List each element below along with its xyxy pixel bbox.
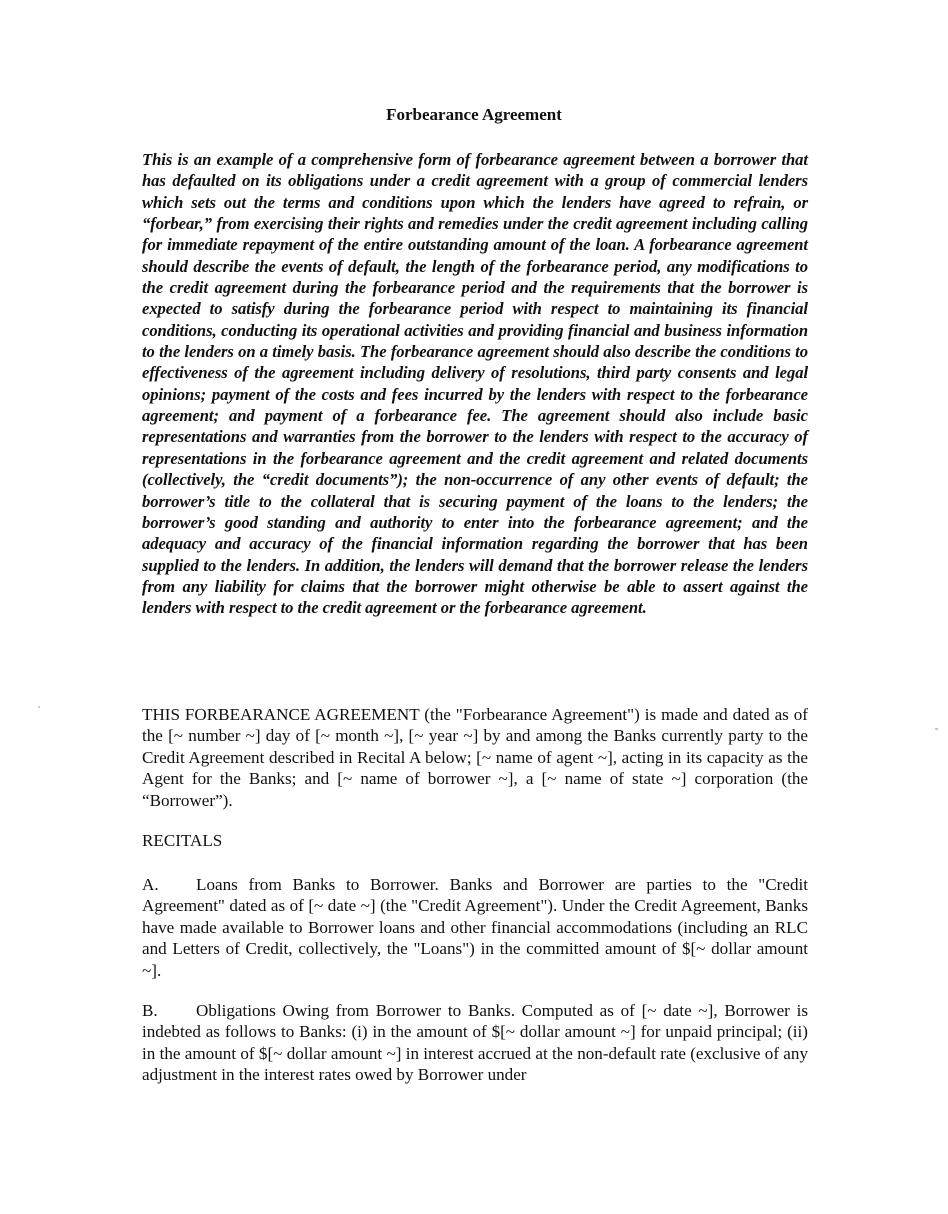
recital-a	[142, 874, 808, 981]
intro-paragraph: This is an example of a comprehensive form of forbearance agreement between a borrower that has defaulted on its obligations under a credit agreement with a group of commercial lenders which sets out the terms and conditions upon which the lenders have agreed to refrain, or “forbear,” from exercising their rights and remedies under the credit agreement including calling for immediate repayment of the entire outstanding amount of the loan. A forbearance agreement should describe the events of default, the length of the forbearance period, any modifications to the credit agreement during the forbearance period and the requirements that the borrower is expected to satisfy during the forbearance period with respect to maintaining its financial conditions, conducting its operational activities and providing financial and business information to the lenders on a timely basis. The forbearance agreement should also describe the conditions to effectiveness of the agreement including delivery of resolutions, third party consents and legal opinions; payment of the costs and fees incurred by the lenders with respect to the forbearance agreement; and payment of a forbearance fee. The agreement should also include basic representations and warranties from the borrower to the lenders with respect to the accuracy of representations in the forbearance agreement and the credit agreement and related documents (collectively, the “credit documents”); the non-occurrence of any other events of default; the borrower’s title to the collateral that is securing payment of the loans to the lenders; the borrower’s good standing and authority to enter into the forbearance agreement; and the adequacy and accuracy of the financial information regarding the borrower that has been supplied to the lenders. In addition, the lenders will demand that the borrower release the lenders from any liability for claims that the borrower might otherwise be able to assert against the lenders with respect to the credit agreement or the forbearance agreement.	[142, 150, 808, 618]
recital-text: Loans from Banks to Borrower. Banks and Borrower are parties to the "Credit Agreement" dated as of [~ date ~] (the "Credit Agreement"). Under the Credit Agreement, Banks have made available to Borrower loans and other financial accommodations (including an RLC and Letters of Credit, collectively, the "Loans") in the committed amount of $[~ dollar amount ~].	[142, 875, 808, 980]
recital-marker: B.	[142, 1001, 158, 1020]
recital-text: Obligations Owing from Borrower to Banks. Computed as of [~ date ~], Borrower is indebted as follows to Banks: (i) in the amount of $[~ dollar amount ~] for unpaid principal; (ii) in the amount of $[~ dollar amount ~] in interest accrued at the non-default rate (exclusive of any adjustment in the interest rates owed by Borrower under	[142, 1001, 808, 1085]
scan-speck	[38, 706, 40, 708]
recitals-heading: RECITALS	[142, 831, 223, 850]
document-title: Forbearance Agreement	[386, 105, 562, 124]
opening-paragraph: THIS FORBEARANCE AGREEMENT (the "Forbearance Agreement") is made and dated as of the [~ number ~] day of [~ month ~], [~ year ~] by and among the Banks currently party to the Credit Agreement described in Recital A below; [~ name of agent ~], acting in its capacity as the Agent for the Banks; and [~ name of borrower ~], a [~ name of state ~] corporation (the “Borrower”).	[142, 705, 808, 810]
recital-b	[142, 1000, 808, 1086]
scan-speck	[935, 728, 938, 730]
recital-marker: A.	[142, 875, 159, 894]
